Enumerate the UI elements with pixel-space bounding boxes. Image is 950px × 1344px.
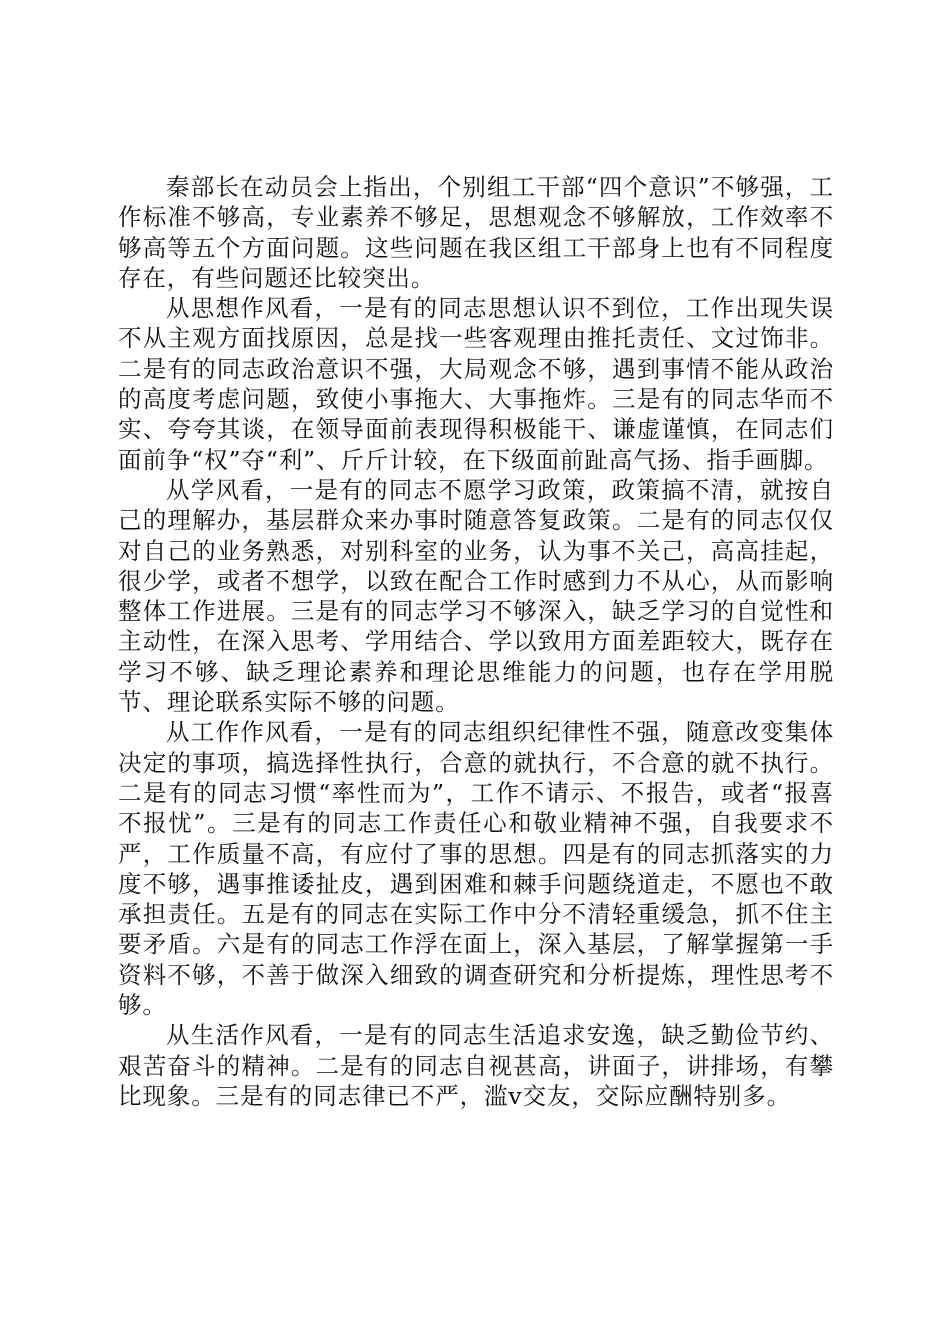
paragraph-study-style: 从学风看，一是有的同志不愿学习政策，政策搞不清，就按自己的理解办，基层群众来办事时随意答复政策。二是有的同志仅仅对自己的业务熟悉，对别科室的业务，认为事不关己，高高挂起，很少学，或者不想学，以致在配合工作时感到力不从心，从而影响整体工作进展。三是有的同志学习不够深入，缺乏学习的自觉性和主动性，在深入思考、学用结合、学以致用方面差距较大，既存在学习不够、缺乏理论素养和理论思维能力的问题，也存在学用脱节、理论联系实际不够的问题。 xyxy=(118,475,834,717)
paragraph-work-style: 从工作作风看，一是有的同志组织纪律性不强，随意改变集体决定的事项，搞选择性执行，合意的就执行，不合意的就不执行。二是有的同志习惯“率性而为”，工作不请示、不报告，或者“报喜不报忧”。三是有的同志工作责任心和敬业精神不强，自我要求不严，工作质量不高，有应付了事的思想。四是有的同志抓落实的力度不够，遇事推诿扯皮，遇到困难和棘手问题绕道走，不愿也不敢承担责任。五是有的同志在实际工作中分不清轻重缓急，抓不住主要矛盾。六是有的同志工作浮在面上，深入基层，了解掌握第一手资料不够，不善于做深入细致的调查研究和分析提炼，理性思考不够。 xyxy=(118,718,834,1020)
paragraph-thinking-style: 从思想作风看，一是有的同志思想认识不到位，工作出现失误不从主观方面找原因，总是找一些客观理由推托责任、文过饰非。二是有的同志政治意识不强，大局观念不够，遇到事情不能从政治的高度考虑问题，致使小事拖大、大事拖炸。三是有的同志华而不实、夸夸其谈，在领导面前表现得积极能干、谦虚谨慎，在同志们面前争“权”夺“利”、斤斤计较，在下级面前趾高气扬、指手画脚。 xyxy=(118,294,834,474)
document-body xyxy=(118,172,834,1111)
paragraph-intro: 秦部长在动员会上指出，个别组工干部“四个意识”不够强，工作标准不够高，专业素养不够足，思想观念不够解放，工作效率不够高等五个方面问题。这些问题在我区组工干部身上也有不同程度存在，有些问题还比较突出。 xyxy=(118,173,834,292)
paragraph-life-style: 从生活作风看，一是有的同志生活追求安逸，缺乏勤俭节约、艰苦奋斗的精神。二是有的同志自视甚高，讲面子，讲排场，有攀比现象。三是有的同志律已不严，滥v交友，交际应酬特别多。 xyxy=(118,1021,834,1110)
